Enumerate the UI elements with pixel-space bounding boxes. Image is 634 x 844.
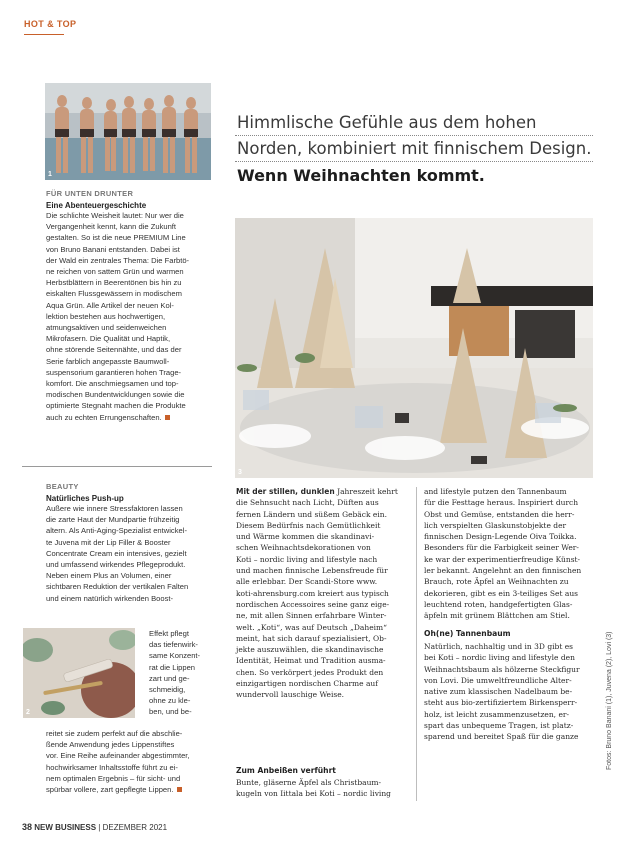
issue-date: DEZEMBER 2021 — [102, 823, 168, 832]
headline-rule — [235, 135, 593, 136]
photo-number: 3 — [238, 469, 242, 476]
article-subheading: Oh(ne) Tannenbaum — [424, 629, 511, 638]
footer-divider: | — [98, 823, 101, 832]
christmas-table-photo — [235, 218, 593, 478]
section-subheading: Eine Abenteuergeschichte — [46, 201, 147, 210]
end-mark — [165, 415, 170, 420]
column-divider — [416, 487, 417, 801]
beauty-section — [46, 482, 214, 604]
article-column-2: and lifestyle putzen den Tannenbaum für die Festtage heraus. Inspiriert durch Obst und Gemüse, entstanden die herr- lich verspielten Glaskunstobjekte der finnischen Design-Legende Oiva Toikka. Besonders für die Farbigkeit seiner Wer- ke war der experimentierfreudige Künst- ler bekannt. Angelehnt an den finnischen Brauch, rote Äpfel an Weihnachten zu dekorieren, gibt es ein 3-teiliges Set aus leuchtend roten, handgefertigten Glas- äpfeln mit grünem Blättchen am Stiel. — [424, 487, 582, 621]
underwear-section — [46, 189, 214, 423]
headline-line-2: Norden, kombiniert mit finnischem Design. — [237, 139, 592, 158]
photo-credit: Fotos: Bruno Banani (1), Juvena (2), Lovi (3) — [606, 631, 613, 770]
page-number: 38 — [22, 822, 33, 832]
article-column-1-cont: Bunte, gläserne Äpfel als Christbaum- kugeln von Iittala bei Koti – nordic living — [236, 778, 391, 799]
underwear-photo — [45, 83, 211, 180]
photo-number: 2 — [26, 709, 30, 716]
section-tag: HOT & TOP — [24, 19, 77, 29]
section-body-top: Außere wie innere Stressfaktoren lassen die zarte Haut der Mundpartie frühzeitig altern. Als Anti-Aging-Spezialist entwickel- te Juvena mit der Lip Filler & Booster Concentrate Cream ein intensives, gezielt und umfassend wirkendes Pflegeprodukt. Neben einem Plus an Volumen, einer sichtbaren Reduktion der vertikalen Falten und einem natürlich wirkenden Boost- — [46, 504, 189, 603]
section-body-bottom: reitet sie zudem perfekt auf die abschlie- ßende Anwendung jedes Lippenstiftes vor. Eine Reihe aufeinander abgestimmter, hochwirksamer Inhaltsstoffe führt zu ei- nem optimalen Ergebnis – für sicht- und spürbar vollere, zart gepflegte Lippen. — [46, 729, 190, 795]
page-footer — [22, 822, 167, 832]
headline-rule — [235, 161, 593, 162]
section-body-wrap: Effekt pflegt das tiefenwirk- same Konzent- rat die Lippen zart und ge- schmeidig, ohne zu kle- ben, und be- — [149, 629, 201, 717]
lip-product-photo — [23, 628, 135, 718]
headline-line-1: Himmlische Gefühle aus dem hohen — [237, 113, 537, 132]
article-lead: Mit der stillen, dunklen — [236, 487, 335, 496]
section-tag-underline — [24, 34, 64, 35]
end-mark — [177, 787, 182, 792]
section-heading: FÜR UNTEN DRUNTER — [46, 189, 134, 198]
section-subheading: Natürliches Push-up — [46, 494, 124, 503]
article-subheading: Zum Anbeißen verführt — [236, 766, 336, 775]
headline-title: Wenn Weihnachten kommt. — [237, 166, 485, 185]
section-divider — [22, 466, 212, 467]
magazine-name: NEW BUSINESS — [34, 823, 97, 832]
section-heading: BEAUTY — [46, 482, 79, 491]
article-column-1: Mit der stillen, dunklen Jahreszeit kehrt die Sehnsucht nach Licht, Düften aus fernen Ländern und süßem Gebäck ein. Diesem Bedürfnis nach Gemütlichkeit und Wärme kommen die skandinavi- schen Weihnachtsdekorationen von Koti – nordic living and lifestyle nach und machen finnische Lebensfreude für alle erlebbar. Der Scandi-Store www. koti-ahrensburg.com kreiert aus typisch nordischen Accessoires seine ganz eige- ne, mit allen Sinnen erfahrbare Winter- welt. „Koti“, was auf Deutsch „Daheim“ meint, hat sich darauf spezialisiert, Ob- jekte auszuwählen, die skandinavische Identität, Heimat und Tradition ausma- chen. So verkörpert jedes Produkt den einzigartigen nordischen Charme auf wundervoll lauschige Weise. — [236, 487, 398, 700]
photo-number: 1 — [48, 171, 52, 178]
article-column-2-cont: Natürlich, nachhaltig und in 3D gibt es bei Koti – nordic living and lifestyle den Weihnachtsbaum als hölzerne Steckfigur von Lovi. Die umweltfreundliche Alter- native zum klassischen Nadelbaum be- steht aus bio-zertifiziertem Birkensperr- holz, ist leicht zusammenzusetzen, er- spart das unbequeme Tragen, ist platz- sparend und bereitet Spaß für die ganze — [424, 642, 580, 742]
section-body: Die schlichte Weisheit lautet: Nur wer die Vergangenheit kennt, kann die Zukunft gestalten. So ist die neue PREMIUM Line von Bruno Banani entstanden. Dabei ist der Wald ein zentrales Thema: Die Farbtö- ne reichen von sattem Grün und warmen Herbstblättern in Beerentönen bis hin zu eiskalten Flussgewässern in modischem Aqua Grün. Alle Artikel der neuen Kol- lektion bestehen aus hochwertigen, atmungsaktiven und seidenweichen Mikrofasern. Die Qualität und Haptik, ohne störende Seitennähte, und das der Serie farblich angepasste Baumwoll- suspensorium garantieren hohen Trage- komfort. Die anschmiegsamen und top- modischen Bundentwicklungen sowie die optimierte Stegnaht machen die Produkte auch zu echten Errungenschaften. — [46, 211, 190, 422]
